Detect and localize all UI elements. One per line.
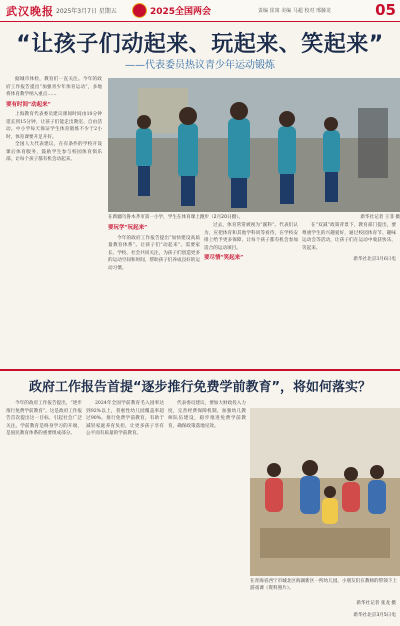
main-col3-body: 过去，体育常常被视为“副科”。代表们认为，应把体育和其他学科同等看待，在学校安排上给予更多保障，让每个孩子都有机会参加适合的运动项目。	[204, 223, 298, 251]
main-col4	[302, 222, 396, 366]
main-col3	[204, 222, 298, 366]
second-col2-body: 2024年全国学前教育毛入园率达到92%以上，普惠性幼儿园覆盖率超过90%。推行免费学前教育，有助于减轻家庭养育负担，让更多孩子享有公平而有质量的学前教育。	[86, 401, 164, 436]
lianghui-label: 2025全国两会	[150, 7, 212, 17]
second-headline: 政府工作报告首提“逐步推行免费学前教育”，将如何落实？	[28, 380, 372, 395]
issue-date: 2025年3月7日 星期五	[56, 8, 117, 15]
main-col4-body: 在“双减”政策背景下，教育部门提出，要尊重学生的兴趣爱好，通过校园体育节、趣味运动会等活动，让孩子们在运动中收获快乐，笑起来。	[302, 223, 396, 251]
masthead	[0, 0, 400, 22]
kindergarten-photo-credit: 新华社记者 张龙 摄	[356, 601, 396, 606]
main-left-column	[6, 76, 102, 366]
main-col1-body: 上海教育代表委员建议课间时间由10分钟延长到15分钟，让孩子们能走出教室、自由活动。中小学每天保证学生体育锻炼不少于2小时，体育课要开足开好。	[6, 112, 102, 140]
main-headline: “让孩子们动起来、玩起来、笑起来”	[16, 32, 384, 57]
section-heading-xiaoqilai: 要尽情“笑起来”	[204, 255, 244, 261]
main-intro: 据城市体检，教育们一直关注。今年的政府工作报告提出“加强青少年体育运动”，多地将体育教学纳入重点……	[6, 77, 102, 97]
main-subhead: ——代表委员热议青少年运动锻炼	[125, 60, 275, 71]
kindergarten-class-illustration	[250, 408, 400, 576]
editor-credits: 责编 崔寓 美编 马超 校对 邢藤龙	[258, 8, 331, 14]
main-col2-body: 今年的政府工作报告提出“加快建设高质量教育体系”。让孩子们“动起来”、需要家长、学校、社会共同关注，为孩子们创造更多的运动空间和时间，帮助孩子们养成良好的运动习惯。	[108, 235, 200, 271]
main-col1-body2: 全国人大代表建议，在有条件的学校开设课后体育服务，鼓励学生参与校园体育俱乐部，让每个孩子都有机会动起来。	[6, 142, 102, 162]
second-col1	[6, 400, 82, 622]
kindergarten-photo	[250, 408, 400, 576]
main-photo-caption: 在新疆乌鲁木齐市第一小学，学生在体育课上跑步（2月20日摄）。	[108, 215, 244, 220]
paper-name: 武汉晚报	[6, 5, 54, 18]
students-running-illustration	[108, 78, 400, 212]
second-story-credit: 新华社北京3月5日电	[353, 613, 396, 618]
second-col3	[168, 400, 246, 622]
section-divider	[0, 369, 400, 371]
kindergarten-photo-caption: 在青海省西宁市城北区海湖新区一所幼儿园，小朋友们在教师的带领下上游戏课（资料照片）。	[250, 579, 398, 591]
second-col1-body: 今年的政府工作报告提出，“逐步推行免费学前教育”。这是政府工作报告首次提出这一目标，引起社会广泛关注。学前教育是终身学习的开端，是国民教育体系的重要组成部分。	[6, 401, 82, 436]
section-heading-wanqilai: 要玩学“玩起来”	[108, 225, 148, 231]
second-col2	[86, 400, 164, 622]
national-emblem-icon	[132, 3, 147, 18]
main-photo-credit: 新华社记者 王菲 摄	[360, 215, 400, 220]
section-heading-dongqilai: 要有时间“动起来”	[6, 101, 51, 108]
main-story-credit: 新华社北京3月6日电	[353, 257, 396, 262]
page-number: 05	[375, 1, 396, 19]
second-col3-body: 代表委员建议，要加大财政投入力度，完善经费保障机制，加强幼儿教师队伍建设，稳步推进免费学前教育，确保政策落地见效。	[168, 401, 246, 429]
main-col2	[108, 222, 200, 366]
main-photo	[108, 78, 400, 212]
